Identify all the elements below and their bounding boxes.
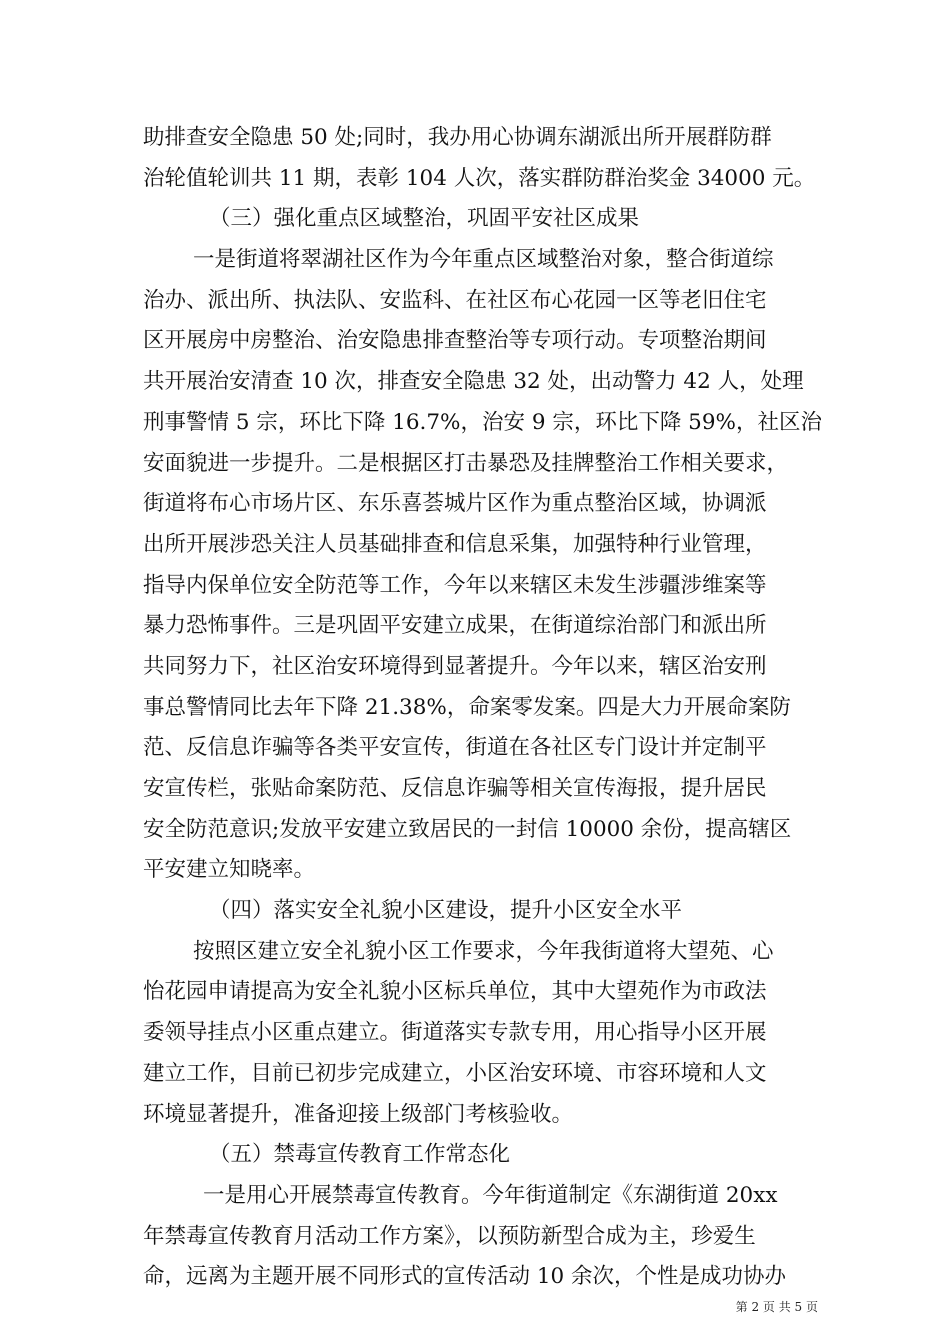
text-line: 安面貌进一步提升。二是根据区打击暴恐及挂牌整治工作相关要求， xyxy=(143,450,789,476)
paragraph-first-line: 按照区建立安全礼貌小区工作要求，今年我街道将大望苑、心 xyxy=(193,938,774,964)
text-line: 治办、派出所、执法队、安监科、在社区布心花园一区等老旧住宅 xyxy=(143,287,767,313)
paragraph-first-line: 一是用心开展禁毒宣传教育。今年街道制定《东湖街道 20xx xyxy=(203,1182,778,1208)
section-heading: （三）强化重点区域整治，巩固平安社区成果 xyxy=(209,206,640,232)
text-line: 出所开展涉恐关注人员基础排查和信息采集，加强特种行业管理， xyxy=(143,531,767,557)
text-line: 环境显著提升，准备迎接上级部门考核验收。 xyxy=(143,1101,574,1127)
text-line: 平安建立知晓率。 xyxy=(143,857,316,883)
text-line: 委领导挂点小区重点建立。街道落实专款专用，用心指导小区开展 xyxy=(143,1020,767,1046)
text-line: 怡花园申请提高为安全礼貌小区标兵单位，其中大望苑作为市政法 xyxy=(143,979,767,1005)
text-line: 范、反信息诈骗等各类平安宣传，街道在各社区专门设计并定制平 xyxy=(143,735,767,761)
text-line: 事总警情同比去年下降 21.38%，命案零发案。四是大力开展命案防 xyxy=(143,694,791,720)
section-heading: （四）落实安全礼貌小区建设，提升小区安全水平 xyxy=(209,898,683,924)
text-line: 建立工作，目前已初步完成建立，小区治安环境、市容环境和人文 xyxy=(143,1060,767,1086)
text-line: 命，远离为主题开展不同形式的宣传活动 10 余次，个性是成功协办 xyxy=(143,1264,787,1290)
page-number: 第 2 页 共 5 页 xyxy=(735,1300,818,1314)
text-line: 共同努力下，社区治安环境得到显著提升。今年以来，辖区治安刑 xyxy=(143,653,767,679)
text-line: 安宣传栏，张贴命案防范、反信息诈骗等相关宣传海报，提升居民 xyxy=(143,776,767,801)
text-line: 暴力恐怖事件。三是巩固平安建立成果，在街道综治部门和派出所 xyxy=(143,613,767,639)
paragraph-first-line: 一是街道将翠湖社区作为今年重点区域整治对象，整合街道综 xyxy=(193,247,774,273)
text-line: 街道将布心市场片区、东乐喜荟城片区作为重点整治区域，协调派 xyxy=(143,491,767,517)
text-line: 刑事警情 5 宗，环比下降 16.7%，治安 9 宗，环比下降 59%，社区治 xyxy=(143,409,822,435)
text-line: 指导内保单位安全防范等工作，今年以来辖区未发生涉疆涉维案等 xyxy=(143,572,767,598)
text-line: 治轮值轮训共 11 期，表彰 104 人次，落实群防群治奖金 34000 元。 xyxy=(143,165,816,191)
section-heading: （五）禁毒宣传教育工作常态化 xyxy=(209,1142,511,1168)
text-line: 区开展房中房整治、治安隐患排查整治等专项行动。专项整治期间 xyxy=(143,328,767,354)
text-line: 年禁毒宣传教育月活动工作方案》，以预防新型合成为主，珍爱生 xyxy=(143,1223,756,1249)
text-line: 助排查安全隐患 50 处;同时，我办用心协调东湖派出所开展群防群 xyxy=(143,125,772,150)
text-line: 安全防范意识;发放平安建立致居民的一封信 10000 余份，提高辖区 xyxy=(143,816,792,842)
text-line: 共开展治安清查 10 次，排查安全隐患 32 处，出动警力 42 人，处理 xyxy=(143,369,804,395)
document-body xyxy=(143,118,823,1298)
